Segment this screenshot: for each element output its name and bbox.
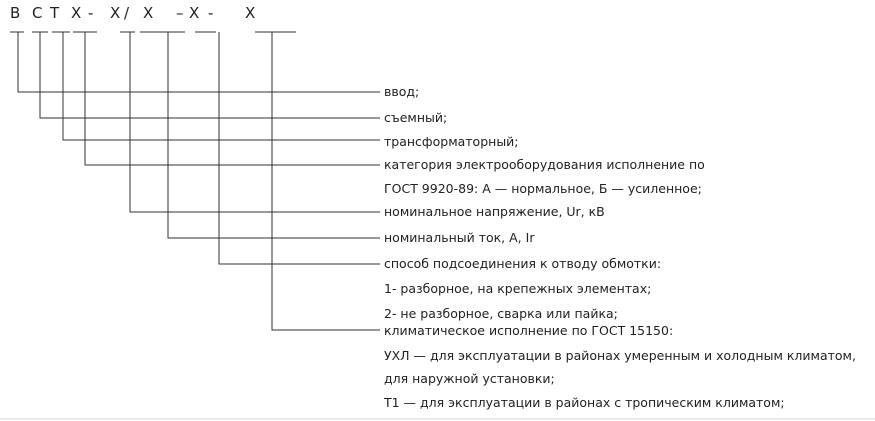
leader-vvod xyxy=(18,32,380,92)
desc-transformatornyj: трансформаторный; xyxy=(384,134,519,149)
desc-kategoriya: категория электрооборудования исполнение по xyxy=(384,157,705,172)
code-char-x3: Х xyxy=(143,4,154,22)
desc-sposob: способ подсоединения к отводу обмотки: xyxy=(384,256,662,271)
code-row xyxy=(10,4,255,22)
code-char-x4: Х xyxy=(189,4,200,22)
code-char-s: С xyxy=(32,4,43,22)
desc-vvod: ввод; xyxy=(384,84,420,99)
code-char-x1: Х xyxy=(71,4,82,22)
desc-naruzhnoj: для наружной установки; xyxy=(384,371,555,386)
leader-sposob xyxy=(219,32,380,264)
desc-razbornoe: 1- разборное, на крепежных элементах; xyxy=(384,281,652,296)
desc-napryazhenie: номинальное напряжение, Ur, кВ xyxy=(384,204,605,219)
code-char-dash3: - xyxy=(208,4,214,22)
code-char-slash: / xyxy=(124,4,130,22)
code-char-dash2: – xyxy=(176,4,184,22)
desc-gost-9920: ГОСТ 9920-89: А — нормальное, Б — усиленное; xyxy=(384,181,702,196)
leader-kategoriya xyxy=(85,32,380,165)
desc-klimat: климатическое исполнение по ГОСТ 15150: xyxy=(384,323,674,338)
code-char-x5: Х xyxy=(245,4,256,22)
leader-klimat xyxy=(272,32,380,330)
desc-uhl: УХЛ — для эксплуатации в районах умеренным и холодным климатом, xyxy=(384,348,856,363)
desc-t1: Т1 — для эксплуатации в районах с тропическим климатом; xyxy=(384,395,785,410)
leader-transf xyxy=(63,32,380,140)
leader-lines xyxy=(18,32,380,330)
leader-tok xyxy=(168,32,380,238)
desc-tok: номинальный ток, А, Ir xyxy=(384,230,535,245)
code-char-x2: Х xyxy=(110,4,121,22)
desc-ne-razbornoe: 2- не разборное, сварка или пайка; xyxy=(384,306,618,321)
desc-semnyj: съемный; xyxy=(384,110,448,125)
code-char-v: В xyxy=(10,4,21,22)
code-char-t: Т xyxy=(50,4,60,22)
code-char-dash1: - xyxy=(88,4,94,22)
description-list xyxy=(383,84,856,410)
leader-semnyj xyxy=(40,32,380,118)
